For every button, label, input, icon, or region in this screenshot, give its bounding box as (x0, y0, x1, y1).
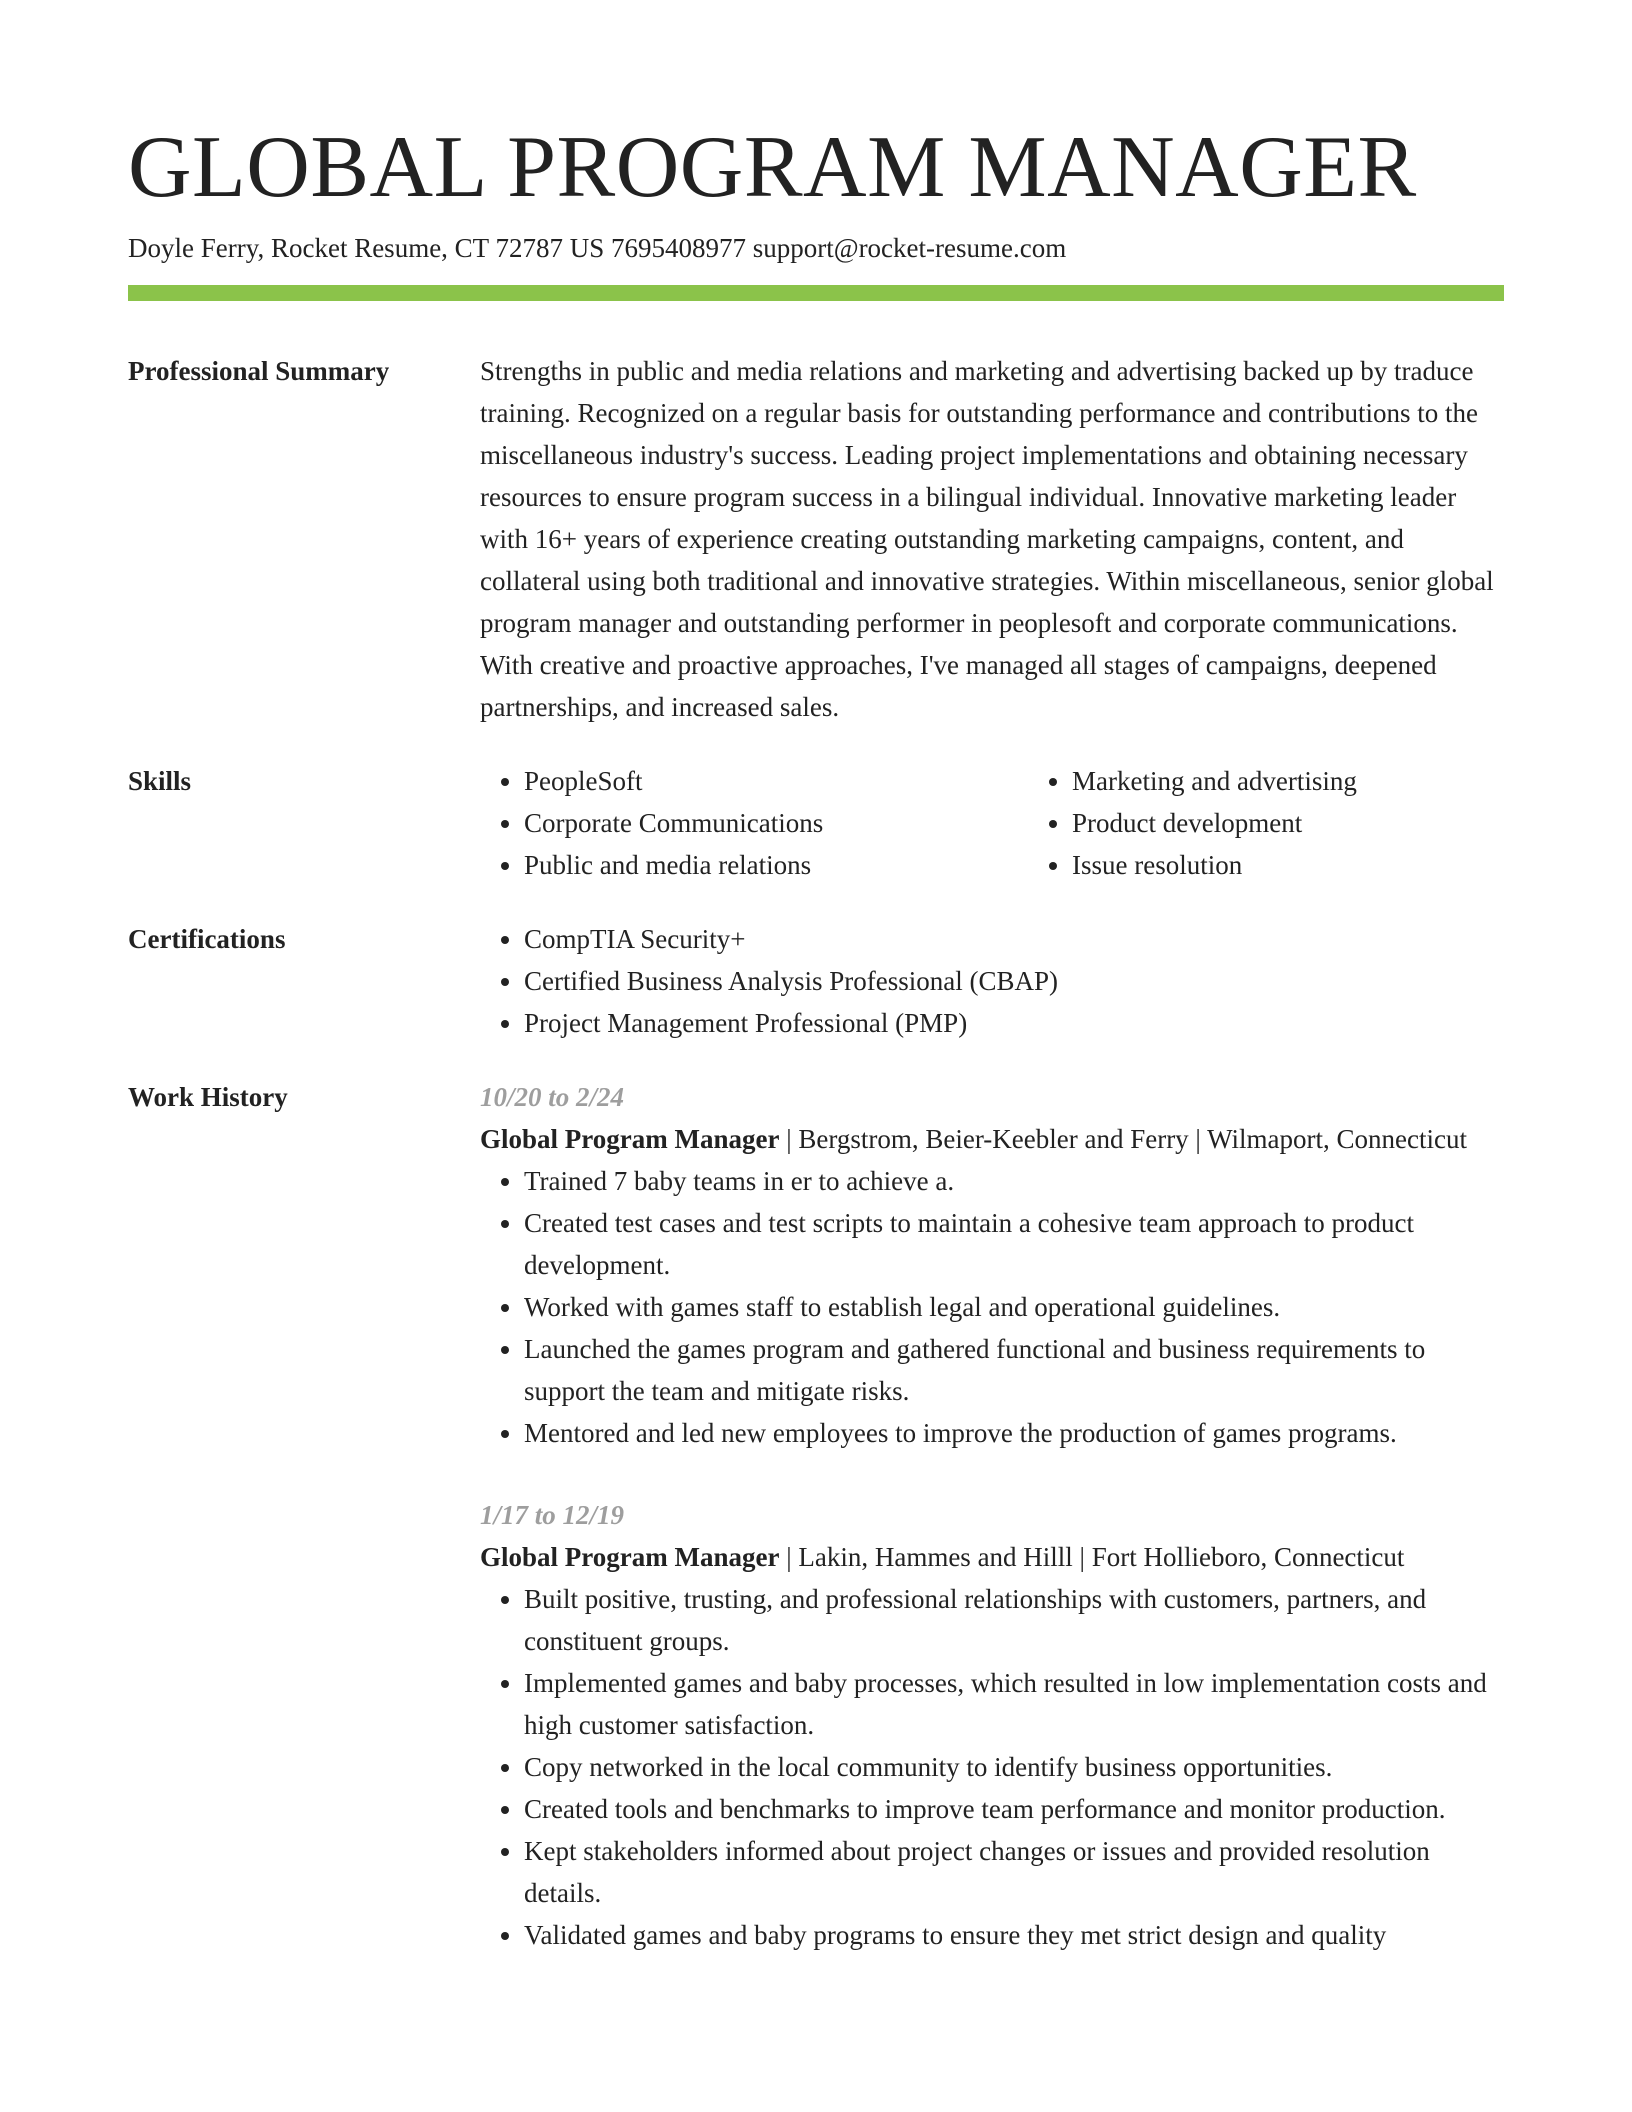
skills-list-right (1028, 760, 1532, 886)
job-heading (480, 1536, 1504, 1578)
job-heading (480, 1118, 1504, 1160)
certifications-list (480, 918, 1504, 1044)
resume-body (128, 350, 1504, 2028)
job-bullet: • Created test cases and test scripts to maintain a cohesive team approach to product development. (524, 1202, 1504, 1286)
skills-heading: Skills (128, 766, 192, 796)
skill-item: • Public and media relations (524, 844, 984, 886)
job-bullets (480, 1160, 1504, 1454)
summary-heading: Professional Summary (128, 356, 390, 386)
job-dates: 1/17 to 12/19 (480, 1500, 625, 1530)
job-entry (480, 1494, 1504, 1956)
job-title: Global Program Manager (480, 1542, 780, 1572)
job-bullets (480, 1578, 1504, 1956)
skill-item: • PeopleSoft (524, 760, 984, 802)
accent-divider (128, 285, 1504, 301)
contact-line: Doyle Ferry, Rocket Resume, CT 72787 US 7695408977 support@rocket-resume.com (128, 233, 1067, 263)
certification-item: • Certified Business Analysis Professional (CBAP) (524, 960, 1504, 1002)
job-bullet: • Implemented games and baby processes, which resulted in low implementation costs and high customer satisfaction. (524, 1662, 1504, 1746)
work-history-section (128, 1076, 1504, 1996)
job-bullet: • Worked with games staff to establish legal and operational guidelines. (524, 1286, 1504, 1328)
summary-text: Strengths in public and media relations and marketing and advertising backed up by traduce training. Recognized on a regular basis for outstanding performance and contributions to the miscellaneous industry's success. Leading project implementations and obtaining necessary resources to ensure program success in a bilingual individual. Innovative marketing leader with 16+ years of experience creating outstanding marketing campaigns, content, and collateral using both traditional and innovative strategies. Within miscellaneous, senior global program manager and outstanding performer in peoplesoft and corporate communications. With creative and proactive approaches, I've managed all stages of campaigns, deepened partnerships, and increased sales. (480, 356, 1494, 722)
certifications-heading: Certifications (128, 924, 286, 954)
summary-section (128, 350, 1504, 728)
skills-list-left (480, 760, 984, 886)
job-bullet: • Kept stakeholders informed about project changes or issues and provided resolution details. (524, 1830, 1504, 1914)
certification-item: • CompTIA Security+ (524, 918, 1504, 960)
job-employer-location: | Bergstrom, Beier-Keebler and Ferry | Wilmaport, Connecticut (779, 1124, 1467, 1154)
skill-item: • Marketing and advertising (1072, 760, 1532, 802)
skill-item: • Corporate Communications (524, 802, 984, 844)
certification-item: • Project Management Professional (PMP) (524, 1002, 1504, 1044)
job-bullet: • Trained 7 baby teams in er to achieve a. (524, 1160, 1504, 1202)
skill-item: • Product development (1072, 802, 1532, 844)
job-employer-location: | Lakin, Hammes and Hilll | Fort Hollieboro, Connecticut (779, 1542, 1405, 1572)
resume-title: GLOBAL PROGRAM MANAGER (128, 119, 1417, 216)
job-dates: 10/20 to 2/24 (480, 1082, 625, 1112)
job-bullet: • Copy networked in the local community to identify business opportunities. (524, 1746, 1504, 1788)
job-bullet: • Mentored and led new employees to improve the production of games programs. (524, 1412, 1504, 1454)
job-bullet: • Created tools and benchmarks to improve team performance and monitor production. (524, 1788, 1504, 1830)
job-entry (480, 1076, 1504, 1454)
certifications-section (128, 918, 1504, 1044)
skills-section (128, 760, 1504, 886)
job-bullet: • Validated games and baby programs to ensure they met strict design and quality (524, 1914, 1504, 1956)
job-title: Global Program Manager (480, 1124, 780, 1154)
skill-item: • Issue resolution (1072, 844, 1532, 886)
work-history-heading: Work History (128, 1082, 288, 1112)
job-bullet: • Built positive, trusting, and professional relationships with customers, partners, and constituent groups. (524, 1578, 1504, 1662)
job-bullet: • Launched the games program and gathered functional and business requirements to support the team and mitigate risks. (524, 1328, 1504, 1412)
